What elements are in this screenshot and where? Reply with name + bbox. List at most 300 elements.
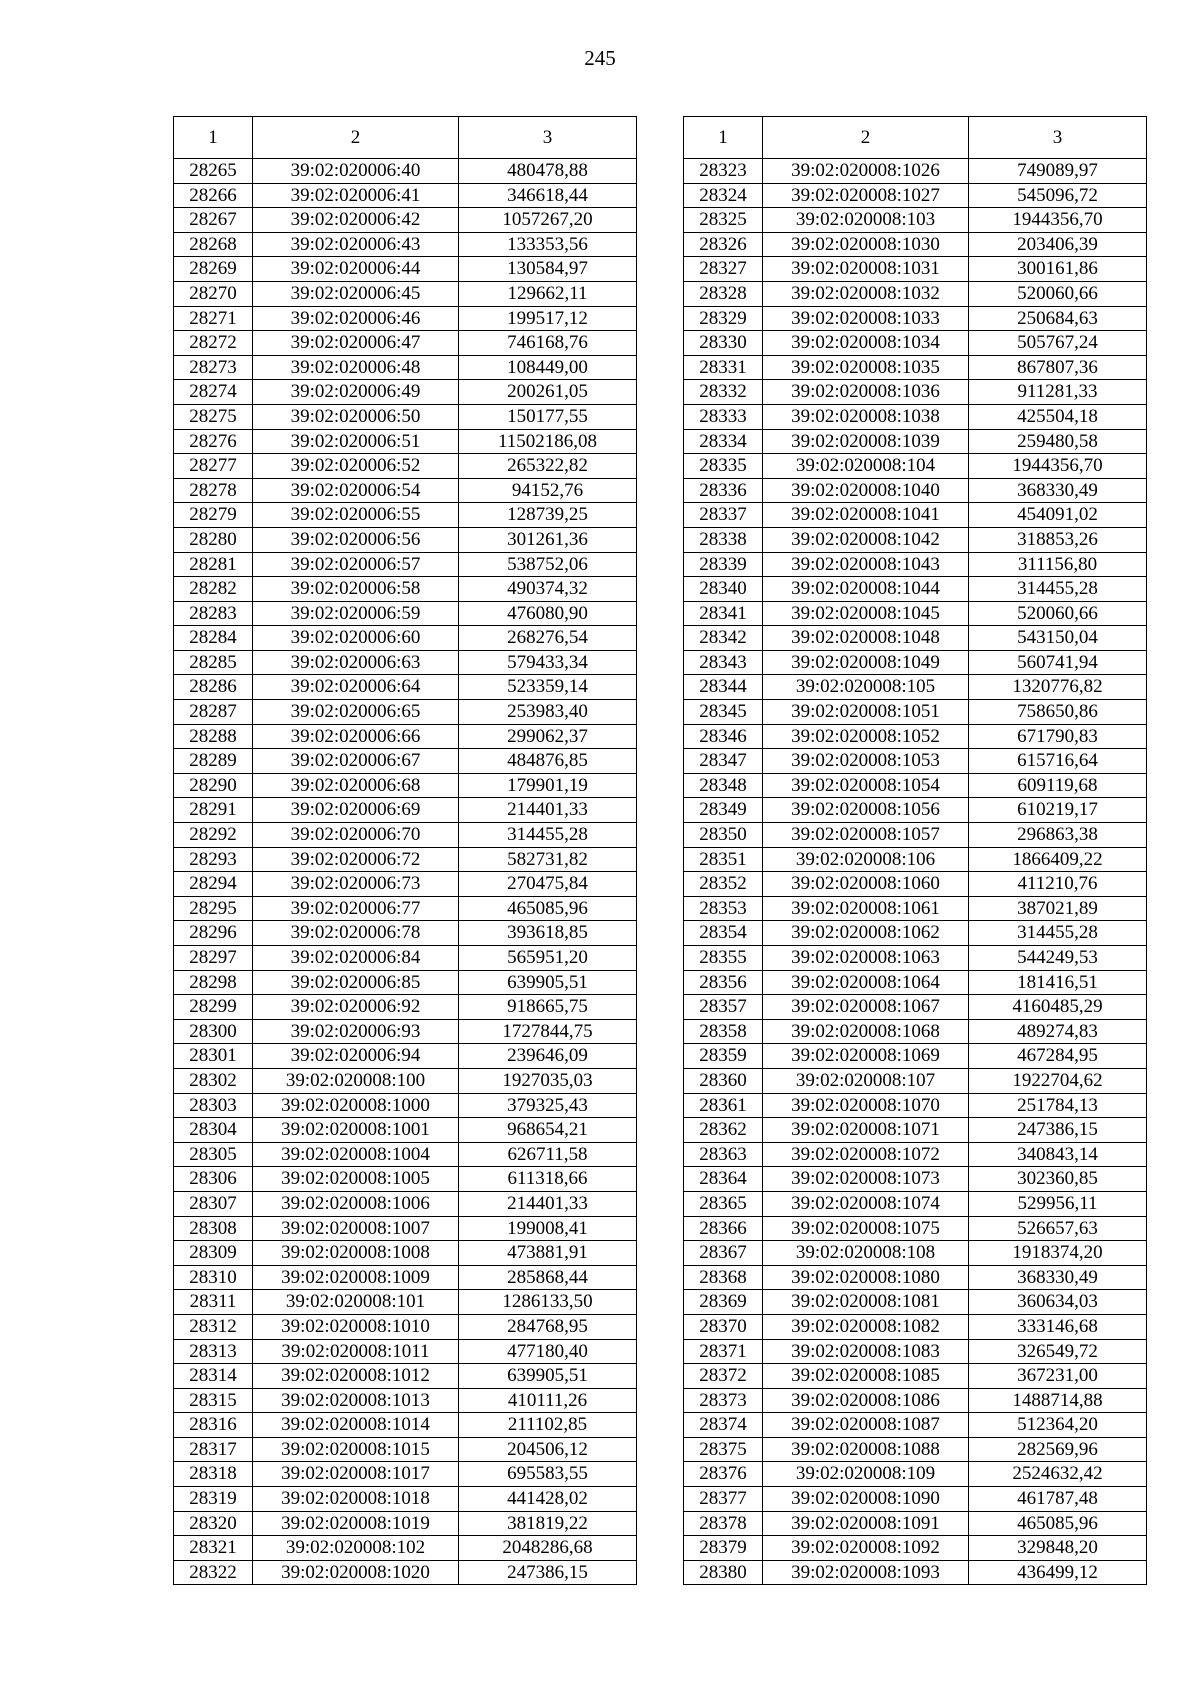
value-cell: 2048286,68 <box>459 1536 637 1561</box>
table-row <box>174 1068 637 1093</box>
value-cell: 214401,33 <box>459 798 637 823</box>
left-table-body <box>174 159 637 1585</box>
row-number-cell: 28375 <box>684 1437 763 1462</box>
table-row <box>684 1142 1147 1167</box>
table-row <box>174 1511 637 1536</box>
value-cell: 379325,43 <box>459 1093 637 1118</box>
value-cell: 489274,83 <box>969 1019 1147 1044</box>
row-number-cell: 28366 <box>684 1216 763 1241</box>
value-cell: 253983,40 <box>459 700 637 725</box>
cadastral-number-cell: 39:02:020006:92 <box>253 995 459 1020</box>
cadastral-number-cell: 39:02:020008:1020 <box>253 1560 459 1585</box>
cadastral-number-cell: 39:02:020008:1039 <box>763 429 969 454</box>
cadastral-number-cell: 39:02:020006:68 <box>253 773 459 798</box>
table-row <box>684 921 1147 946</box>
table-row <box>174 208 637 233</box>
value-cell: 476080,90 <box>459 601 637 626</box>
row-number-cell: 28337 <box>684 503 763 528</box>
row-number-cell: 28278 <box>174 478 253 503</box>
row-number-cell: 28312 <box>174 1314 253 1339</box>
row-number-cell: 28327 <box>684 257 763 282</box>
cadastral-number-cell: 39:02:020008:1051 <box>763 700 969 725</box>
cadastral-number-cell: 39:02:020006:49 <box>253 380 459 405</box>
value-cell: 436499,12 <box>969 1560 1147 1585</box>
row-number-cell: 28271 <box>174 306 253 331</box>
table-row <box>174 355 637 380</box>
table-row <box>174 1167 637 1192</box>
table-row <box>174 1191 637 1216</box>
table-row <box>174 995 637 1020</box>
value-cell: 199517,12 <box>459 306 637 331</box>
table-row <box>174 454 637 479</box>
row-number-cell: 28304 <box>174 1118 253 1143</box>
table-row <box>174 404 637 429</box>
cadastral-number-cell: 39:02:020008:101 <box>253 1290 459 1315</box>
row-number-cell: 28378 <box>684 1511 763 1536</box>
cadastral-number-cell: 39:02:020006:59 <box>253 601 459 626</box>
row-number-cell: 28269 <box>174 257 253 282</box>
table-row <box>174 281 637 306</box>
value-cell: 520060,66 <box>969 601 1147 626</box>
table-row <box>174 1388 637 1413</box>
table-row <box>174 626 637 651</box>
cadastral-number-cell: 39:02:020006:69 <box>253 798 459 823</box>
cadastral-number-cell: 39:02:020006:67 <box>253 749 459 774</box>
cadastral-number-cell: 39:02:020006:46 <box>253 306 459 331</box>
table-row <box>174 1487 637 1512</box>
value-cell: 544249,53 <box>969 946 1147 971</box>
value-cell: 918665,75 <box>459 995 637 1020</box>
row-number-cell: 28318 <box>174 1462 253 1487</box>
row-number-cell: 28303 <box>174 1093 253 1118</box>
row-number-cell: 28280 <box>174 527 253 552</box>
cadastral-number-cell: 39:02:020008:1057 <box>763 823 969 848</box>
row-number-cell: 28329 <box>684 306 763 331</box>
table-row <box>684 601 1147 626</box>
row-number-cell: 28373 <box>684 1388 763 1413</box>
cadastral-number-cell: 39:02:020006:44 <box>253 257 459 282</box>
table-row <box>684 404 1147 429</box>
value-cell: 311156,80 <box>969 552 1147 577</box>
row-number-cell: 28292 <box>174 823 253 848</box>
table-row <box>684 773 1147 798</box>
row-number-cell: 28289 <box>174 749 253 774</box>
value-cell: 251784,13 <box>969 1093 1147 1118</box>
row-number-cell: 28277 <box>174 454 253 479</box>
row-number-cell: 28302 <box>174 1068 253 1093</box>
value-cell: 333146,68 <box>969 1314 1147 1339</box>
row-number-cell: 28287 <box>174 700 253 725</box>
table-row <box>174 1118 637 1143</box>
row-number-cell: 28266 <box>174 183 253 208</box>
row-number-cell: 28333 <box>684 404 763 429</box>
row-number-cell: 28274 <box>174 380 253 405</box>
table-row <box>174 478 637 503</box>
value-cell: 250684,63 <box>969 306 1147 331</box>
row-number-cell: 28267 <box>174 208 253 233</box>
row-number-cell: 28305 <box>174 1142 253 1167</box>
value-cell: 94152,76 <box>459 478 637 503</box>
table-row <box>684 208 1147 233</box>
row-number-cell: 28298 <box>174 970 253 995</box>
cadastral-number-cell: 39:02:020008:1061 <box>763 896 969 921</box>
table-row <box>174 823 637 848</box>
table-row <box>174 724 637 749</box>
table-row <box>174 700 637 725</box>
value-cell: 128739,25 <box>459 503 637 528</box>
row-number-cell: 28351 <box>684 847 763 872</box>
cadastral-number-cell: 39:02:020008:1000 <box>253 1093 459 1118</box>
table-row <box>174 1413 637 1438</box>
value-cell: 465085,96 <box>459 896 637 921</box>
cadastral-number-cell: 39:02:020008:105 <box>763 675 969 700</box>
row-number-cell: 28283 <box>174 601 253 626</box>
cadastral-number-cell: 39:02:020008:1031 <box>763 257 969 282</box>
cadastral-number-cell: 39:02:020008:1067 <box>763 995 969 1020</box>
row-number-cell: 28341 <box>684 601 763 626</box>
row-number-cell: 28353 <box>684 896 763 921</box>
row-number-cell: 28320 <box>174 1511 253 1536</box>
row-number-cell: 28330 <box>684 331 763 356</box>
value-cell: 4160485,29 <box>969 995 1147 1020</box>
table-row <box>174 306 637 331</box>
row-number-cell: 28293 <box>174 847 253 872</box>
row-number-cell: 28338 <box>684 527 763 552</box>
table-row <box>684 527 1147 552</box>
cadastral-number-cell: 39:02:020008:1019 <box>253 1511 459 1536</box>
table-row <box>684 159 1147 184</box>
table-row <box>174 946 637 971</box>
value-cell: 367231,00 <box>969 1364 1147 1389</box>
table-row <box>174 1044 637 1069</box>
value-cell: 565951,20 <box>459 946 637 971</box>
table-row <box>684 626 1147 651</box>
row-number-cell: 28314 <box>174 1364 253 1389</box>
row-number-cell: 28377 <box>684 1487 763 1512</box>
value-cell: 529956,11 <box>969 1191 1147 1216</box>
value-cell: 758650,86 <box>969 700 1147 725</box>
value-cell: 695583,55 <box>459 1462 637 1487</box>
row-number-cell: 28317 <box>174 1437 253 1462</box>
table-row <box>684 1511 1147 1536</box>
row-number-cell: 28346 <box>684 724 763 749</box>
cadastral-number-cell: 39:02:020006:66 <box>253 724 459 749</box>
value-cell: 610219,17 <box>969 798 1147 823</box>
table-row <box>174 1142 637 1167</box>
table-row <box>174 1364 637 1389</box>
cadastral-number-cell: 39:02:020006:94 <box>253 1044 459 1069</box>
row-number-cell: 28339 <box>684 552 763 577</box>
cadastral-number-cell: 39:02:020008:1071 <box>763 1118 969 1143</box>
table-row <box>684 1167 1147 1192</box>
table-row <box>684 281 1147 306</box>
cadastral-number-cell: 39:02:020008:1053 <box>763 749 969 774</box>
cadastral-number-cell: 39:02:020006:93 <box>253 1019 459 1044</box>
cadastral-number-cell: 39:02:020008:1035 <box>763 355 969 380</box>
cadastral-number-cell: 39:02:020008:1080 <box>763 1265 969 1290</box>
row-number-cell: 28347 <box>684 749 763 774</box>
cadastral-number-cell: 39:02:020008:1088 <box>763 1437 969 1462</box>
cadastral-number-cell: 39:02:020008:1086 <box>763 1388 969 1413</box>
cadastral-number-cell: 39:02:020008:1015 <box>253 1437 459 1462</box>
value-cell: 425504,18 <box>969 404 1147 429</box>
table-row <box>174 527 637 552</box>
right-table <box>683 116 1147 1585</box>
value-cell: 1922704,62 <box>969 1068 1147 1093</box>
cadastral-number-cell: 39:02:020008:1018 <box>253 1487 459 1512</box>
column-header-3: 3 <box>459 117 637 159</box>
row-number-cell: 28340 <box>684 577 763 602</box>
value-cell: 268276,54 <box>459 626 637 651</box>
cadastral-number-cell: 39:02:020006:55 <box>253 503 459 528</box>
value-cell: 314455,28 <box>969 577 1147 602</box>
value-cell: 270475,84 <box>459 872 637 897</box>
table-row <box>174 1339 637 1364</box>
table-row <box>174 183 637 208</box>
value-cell: 749089,97 <box>969 159 1147 184</box>
cadastral-number-cell: 39:02:020008:1082 <box>763 1314 969 1339</box>
row-number-cell: 28331 <box>684 355 763 380</box>
cadastral-number-cell: 39:02:020008:1052 <box>763 724 969 749</box>
table-row <box>684 1437 1147 1462</box>
cadastral-number-cell: 39:02:020006:65 <box>253 700 459 725</box>
cadastral-number-cell: 39:02:020008:1064 <box>763 970 969 995</box>
cadastral-number-cell: 39:02:020008:1073 <box>763 1167 969 1192</box>
value-cell: 911281,33 <box>969 380 1147 405</box>
value-cell: 200261,05 <box>459 380 637 405</box>
row-number-cell: 28345 <box>684 700 763 725</box>
cadastral-number-cell: 39:02:020008:1032 <box>763 281 969 306</box>
cadastral-number-cell: 39:02:020008:1048 <box>763 626 969 651</box>
value-cell: 671790,83 <box>969 724 1147 749</box>
cadastral-number-cell: 39:02:020006:54 <box>253 478 459 503</box>
table-row <box>684 1314 1147 1339</box>
value-cell: 284768,95 <box>459 1314 637 1339</box>
cadastral-number-cell: 39:02:020008:1007 <box>253 1216 459 1241</box>
cadastral-number-cell: 39:02:020006:70 <box>253 823 459 848</box>
value-cell: 199008,41 <box>459 1216 637 1241</box>
row-number-cell: 28300 <box>174 1019 253 1044</box>
table-row <box>684 872 1147 897</box>
value-cell: 639905,51 <box>459 1364 637 1389</box>
value-cell: 2524632,42 <box>969 1462 1147 1487</box>
cadastral-number-cell: 39:02:020008:1004 <box>253 1142 459 1167</box>
value-cell: 626711,58 <box>459 1142 637 1167</box>
table-row <box>174 380 637 405</box>
cadastral-number-cell: 39:02:020006:56 <box>253 527 459 552</box>
cadastral-number-cell: 39:02:020008:1062 <box>763 921 969 946</box>
table-row <box>684 1216 1147 1241</box>
table-row <box>684 1462 1147 1487</box>
table-row <box>684 1560 1147 1585</box>
row-number-cell: 28279 <box>174 503 253 528</box>
table-row <box>174 1019 637 1044</box>
value-cell: 387021,89 <box>969 896 1147 921</box>
cadastral-number-cell: 39:02:020006:73 <box>253 872 459 897</box>
table-row <box>684 1265 1147 1290</box>
cadastral-number-cell: 39:02:020008:1009 <box>253 1265 459 1290</box>
row-number-cell: 28282 <box>174 577 253 602</box>
row-number-cell: 28268 <box>174 232 253 257</box>
cadastral-number-cell: 39:02:020008:1093 <box>763 1560 969 1585</box>
value-cell: 473881,91 <box>459 1241 637 1266</box>
value-cell: 265322,82 <box>459 454 637 479</box>
row-number-cell: 28270 <box>174 281 253 306</box>
cadastral-number-cell: 39:02:020006:51 <box>253 429 459 454</box>
value-cell: 381819,22 <box>459 1511 637 1536</box>
table-row <box>684 970 1147 995</box>
row-number-cell: 28336 <box>684 478 763 503</box>
row-number-cell: 28284 <box>174 626 253 651</box>
row-number-cell: 28325 <box>684 208 763 233</box>
cadastral-number-cell: 39:02:020008:1049 <box>763 650 969 675</box>
row-number-cell: 28343 <box>684 650 763 675</box>
row-number-cell: 28363 <box>684 1142 763 1167</box>
value-cell: 505767,24 <box>969 331 1147 356</box>
cadastral-number-cell: 39:02:020006:52 <box>253 454 459 479</box>
table-row <box>684 896 1147 921</box>
value-cell: 203406,39 <box>969 232 1147 257</box>
row-number-cell: 28350 <box>684 823 763 848</box>
row-number-cell: 28326 <box>684 232 763 257</box>
cadastral-number-cell: 39:02:020008:1091 <box>763 1511 969 1536</box>
cadastral-number-cell: 39:02:020006:41 <box>253 183 459 208</box>
value-cell: 579433,34 <box>459 650 637 675</box>
row-number-cell: 28379 <box>684 1536 763 1561</box>
cadastral-number-cell: 39:02:020008:1090 <box>763 1487 969 1512</box>
row-number-cell: 28295 <box>174 896 253 921</box>
cadastral-number-cell: 39:02:020008:1054 <box>763 773 969 798</box>
table-row <box>684 1487 1147 1512</box>
table-row <box>684 1241 1147 1266</box>
cadastral-number-cell: 39:02:020008:1012 <box>253 1364 459 1389</box>
value-cell: 1944356,70 <box>969 208 1147 233</box>
value-cell: 454091,02 <box>969 503 1147 528</box>
table-row <box>174 896 637 921</box>
value-cell: 611318,66 <box>459 1167 637 1192</box>
cadastral-number-cell: 39:02:020008:1083 <box>763 1339 969 1364</box>
value-cell: 108449,00 <box>459 355 637 380</box>
cadastral-number-cell: 39:02:020008:104 <box>763 454 969 479</box>
cadastral-number-cell: 39:02:020006:77 <box>253 896 459 921</box>
row-number-cell: 28315 <box>174 1388 253 1413</box>
row-number-cell: 28273 <box>174 355 253 380</box>
row-number-cell: 28265 <box>174 159 253 184</box>
table-row <box>684 1339 1147 1364</box>
row-number-cell: 28355 <box>684 946 763 971</box>
cadastral-number-cell: 39:02:020008:1092 <box>763 1536 969 1561</box>
cadastral-number-cell: 39:02:020008:1087 <box>763 1413 969 1438</box>
table-row <box>174 1241 637 1266</box>
table-row <box>174 650 637 675</box>
table-header-row <box>174 117 637 159</box>
value-cell: 441428,02 <box>459 1487 637 1512</box>
value-cell: 181416,51 <box>969 970 1147 995</box>
cadastral-number-cell: 39:02:020008:1034 <box>763 331 969 356</box>
value-cell: 247386,15 <box>969 1118 1147 1143</box>
table-row <box>684 1191 1147 1216</box>
row-number-cell: 28299 <box>174 995 253 1020</box>
page-number: 245 <box>584 46 616 70</box>
cadastral-number-cell: 39:02:020008:1081 <box>763 1290 969 1315</box>
table-row <box>684 355 1147 380</box>
row-number-cell: 28306 <box>174 1167 253 1192</box>
row-number-cell: 28301 <box>174 1044 253 1069</box>
value-cell: 302360,85 <box>969 1167 1147 1192</box>
value-cell: 1320776,82 <box>969 675 1147 700</box>
row-number-cell: 28365 <box>684 1191 763 1216</box>
value-cell: 746168,76 <box>459 331 637 356</box>
row-number-cell: 28281 <box>174 552 253 577</box>
table-row <box>684 232 1147 257</box>
value-cell: 360634,03 <box>969 1290 1147 1315</box>
column-header-3: 3 <box>969 117 1147 159</box>
table-row <box>174 1560 637 1585</box>
value-cell: 1727844,75 <box>459 1019 637 1044</box>
cadastral-number-cell: 39:02:020008:1040 <box>763 478 969 503</box>
row-number-cell: 28380 <box>684 1560 763 1585</box>
value-cell: 368330,49 <box>969 478 1147 503</box>
cadastral-number-cell: 39:02:020006:40 <box>253 159 459 184</box>
row-number-cell: 28356 <box>684 970 763 995</box>
left-table <box>173 116 637 1585</box>
value-cell: 1944356,70 <box>969 454 1147 479</box>
value-cell: 346618,44 <box>459 183 637 208</box>
row-number-cell: 28344 <box>684 675 763 700</box>
table-row <box>684 1290 1147 1315</box>
value-cell: 1286133,50 <box>459 1290 637 1315</box>
value-cell: 968654,21 <box>459 1118 637 1143</box>
cadastral-number-cell: 39:02:020008:1042 <box>763 527 969 552</box>
table-row <box>174 503 637 528</box>
row-number-cell: 28321 <box>174 1536 253 1561</box>
value-cell: 314455,28 <box>969 921 1147 946</box>
cadastral-number-cell: 39:02:020008:102 <box>253 1536 459 1561</box>
value-cell: 467284,95 <box>969 1044 1147 1069</box>
row-number-cell: 28290 <box>174 773 253 798</box>
cadastral-number-cell: 39:02:020006:85 <box>253 970 459 995</box>
row-number-cell: 28358 <box>684 1019 763 1044</box>
row-number-cell: 28371 <box>684 1339 763 1364</box>
table-row <box>174 1265 637 1290</box>
value-cell: 150177,55 <box>459 404 637 429</box>
table-row <box>684 749 1147 774</box>
table-row <box>684 1044 1147 1069</box>
cadastral-number-cell: 39:02:020008:1038 <box>763 404 969 429</box>
cadastral-number-cell: 39:02:020006:84 <box>253 946 459 971</box>
cadastral-number-cell: 39:02:020008:1072 <box>763 1142 969 1167</box>
row-number-cell: 28334 <box>684 429 763 454</box>
table-row <box>174 232 637 257</box>
table-row <box>174 577 637 602</box>
cadastral-number-cell: 39:02:020008:1060 <box>763 872 969 897</box>
cadastral-number-cell: 39:02:020008:1017 <box>253 1462 459 1487</box>
cadastral-number-cell: 39:02:020008:103 <box>763 208 969 233</box>
value-cell: 318853,26 <box>969 527 1147 552</box>
row-number-cell: 28368 <box>684 1265 763 1290</box>
table-row <box>684 798 1147 823</box>
table-row <box>174 798 637 823</box>
column-header-1: 1 <box>684 117 763 159</box>
table-row <box>174 159 637 184</box>
value-cell: 204506,12 <box>459 1437 637 1462</box>
table-row <box>684 257 1147 282</box>
cadastral-number-cell: 39:02:020006:63 <box>253 650 459 675</box>
value-cell: 465085,96 <box>969 1511 1147 1536</box>
table-row <box>174 1216 637 1241</box>
value-cell: 545096,72 <box>969 183 1147 208</box>
value-cell: 133353,56 <box>459 232 637 257</box>
